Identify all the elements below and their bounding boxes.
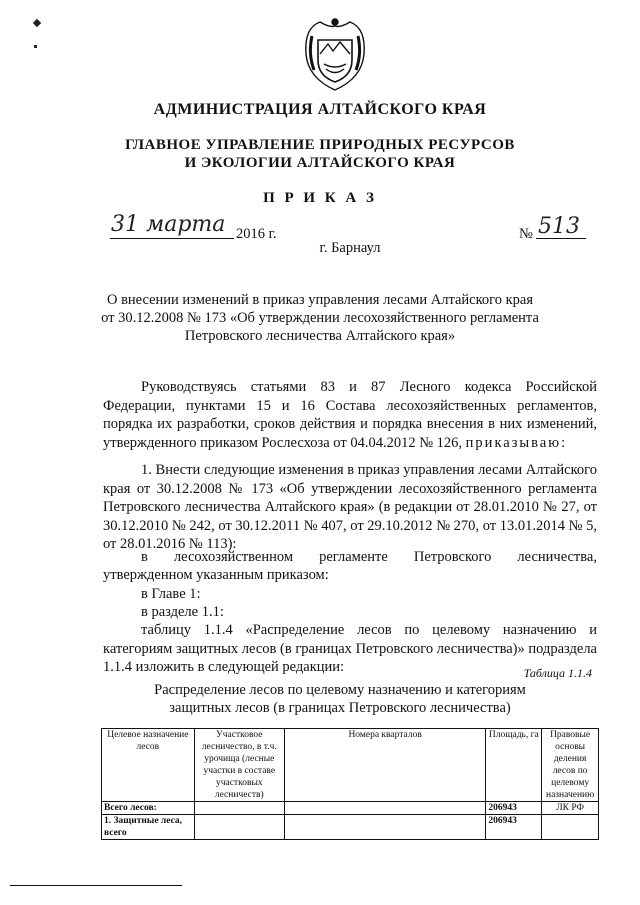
city: г. Барнаул <box>319 240 381 256</box>
cell-area: 206943 <box>486 815 542 840</box>
margin-mark <box>34 45 37 48</box>
margin-mark <box>33 19 41 27</box>
cell-district <box>194 802 284 815</box>
subject-line1: О внесении изменений в приказ управления лесами Алтайского края <box>106 292 534 308</box>
table-header-row <box>102 729 599 802</box>
item1-continuation-line2: утвержденном указанным приказом: <box>103 567 329 583</box>
section-line: в разделе 1.1: <box>141 604 224 620</box>
header-legal-basis: Правовые основы деления лесов по целевому назначению <box>542 729 599 802</box>
department-title-line1: ГЛАВНОЕ УПРАВЛЕНИЕ ПРИРОДНЫХ РЕСУРСОВ <box>125 137 515 153</box>
cell-legal-basis: ЛК РФ <box>542 802 599 815</box>
cell-quarters <box>284 815 485 840</box>
footer-separator <box>10 885 182 886</box>
cell-district <box>194 815 284 840</box>
header-purpose: Целевое назначение лесов <box>102 729 195 802</box>
subject-line3: Петровского лесничества Алтайского края» <box>184 328 456 344</box>
chapter-line: в Главе 1: <box>141 586 201 602</box>
preamble-paragraph <box>103 378 597 452</box>
administration-title: АДМИНИСТРАЦИЯ АЛТАЙСКОГО КРАЯ <box>153 101 487 118</box>
table-row <box>102 802 599 815</box>
department-title-line2: И ЭКОЛОГИИ АЛТАЙСКОГО КРАЯ <box>184 155 456 171</box>
cell-purpose: 1. Защитные леса, всего <box>102 815 195 840</box>
item1-paragraph: 1. Внести следующие изменения в приказ управления лесами Алтайского края от 30.12.2008 № 173 «Об утверждении лесохозяйственного регламента Петровского лесничества Алтайского края» (в редакции от 28.01.2010 № 27, от 30.12.2010 № 242, от 30.12.2011 № 407, от 29.10.2012 № 270, от 13.01.2014 № 5, от 28.01.2016 № 113): <box>103 462 597 552</box>
table-label: Таблица 1.1.4 <box>523 666 592 680</box>
header-quarters: Номера кварталов <box>284 729 485 802</box>
cell-quarters <box>284 802 485 815</box>
cell-legal-basis <box>542 815 599 840</box>
header-area: Площадь, га <box>486 729 542 802</box>
item1-continuation-line1: в лесохозяйственном регламенте Петровского лесничества, <box>141 549 597 565</box>
table-row <box>102 815 599 840</box>
forest-distribution-table <box>101 728 599 840</box>
header-district: Участковое лесничество, в т.ч. урочища (лесные участки в составе участковых лесничеств) <box>194 729 284 802</box>
table-instruction: таблицу 1.1.4 «Распределение лесов по целевому назначению и категориям защитных лесов (в границах Петровского лесничества)» подраздела 1.1.4 изложить в следующей редакции: <box>103 622 597 675</box>
order-word: приказываю: <box>465 434 568 451</box>
number-underline <box>536 238 586 239</box>
preamble-text: Руководствуясь статьями 83 и 87 Лесного кодекса Российской Федерации, пунктами 15 и 16 Состава лесохозяйственных регламентов, порядка их разработки, сроков действия и порядка внесения в них изменений, утвержденного приказом Рослесхоза от 04.04.2012 № 126, <box>103 379 597 451</box>
cell-area: 206943 <box>486 802 542 815</box>
handwritten-date: 31 марта <box>111 212 226 237</box>
cell-purpose: Всего лесов: <box>102 802 195 815</box>
table-title-line1: Распределение лесов по целевому назначению и категориям <box>154 682 526 698</box>
coat-of-arms-emblem <box>300 14 370 94</box>
table-title-line2: защитных лесов (в границах Петровского лесничества) <box>169 700 511 716</box>
date-underline <box>110 238 234 239</box>
document-type: П Р И К А З <box>263 190 377 206</box>
handwritten-number: 513 <box>538 214 580 239</box>
date-year: 2016 г. <box>236 226 277 242</box>
number-prefix: № <box>519 226 533 242</box>
subject-line2: от 30.12.2008 № 173 «Об утверждении лесохозяйственного регламента <box>101 310 539 326</box>
